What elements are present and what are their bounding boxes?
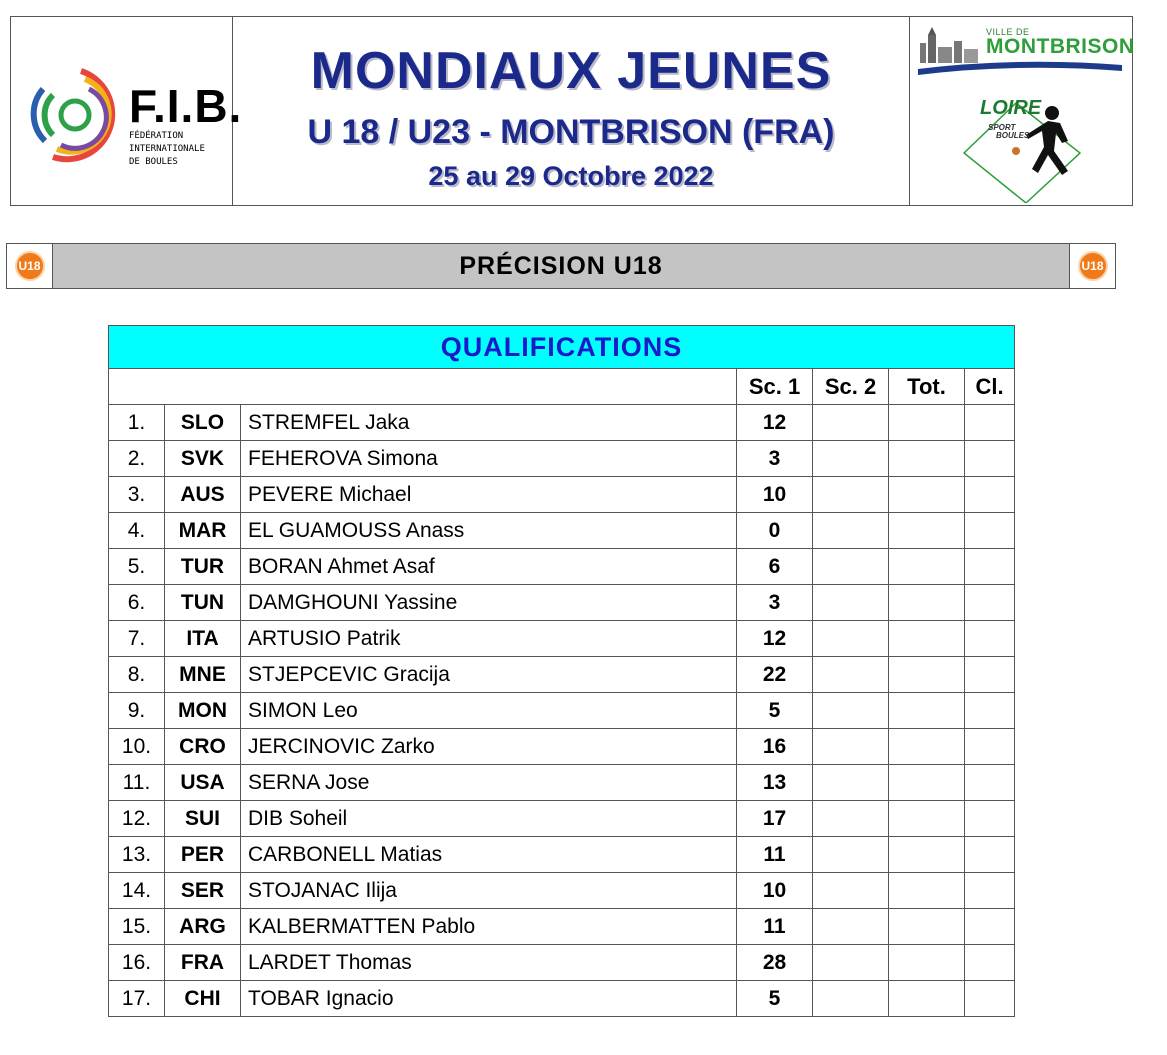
nation-cell: TUN (165, 585, 241, 621)
fib-logo-cell (11, 17, 243, 205)
col-header-cl: Cl. (965, 369, 1015, 405)
total-cell (889, 549, 965, 585)
total-cell (889, 873, 965, 909)
ranking-cell (965, 513, 1015, 549)
nation-cell: MAR (165, 513, 241, 549)
table-row (109, 945, 1015, 981)
player-name-cell: FEHEROVA Simona (241, 441, 737, 477)
total-cell (889, 693, 965, 729)
score1-cell: 22 (737, 657, 813, 693)
player-name-cell: CARBONELL Matias (241, 837, 737, 873)
score2-cell (813, 657, 889, 693)
score2-cell (813, 477, 889, 513)
score1-cell: 12 (737, 405, 813, 441)
fib-emblem-icon (23, 49, 123, 179)
rank-cell: 10. (109, 729, 165, 765)
nation-cell: ARG (165, 909, 241, 945)
nation-cell: MNE (165, 657, 241, 693)
score2-cell (813, 513, 889, 549)
total-cell (889, 981, 965, 1017)
fib-full-name-3: DE BOULES (129, 157, 178, 167)
score1-cell: 10 (737, 477, 813, 513)
city-logo-small-text: VILLE DE (986, 27, 1030, 37)
nation-cell: AUS (165, 477, 241, 513)
fib-full-name-2: INTERNATIONALE (129, 144, 205, 154)
table-row (109, 693, 1015, 729)
ranking-cell (965, 621, 1015, 657)
table-row (109, 513, 1015, 549)
u18-badge-right: U18 (1078, 251, 1108, 281)
nation-cell: CRO (165, 729, 241, 765)
ranking-cell (965, 873, 1015, 909)
rank-cell: 11. (109, 765, 165, 801)
nation-cell: ITA (165, 621, 241, 657)
table-row (109, 621, 1015, 657)
table-row (109, 477, 1015, 513)
ranking-cell (965, 729, 1015, 765)
player-name-cell: STJEPCEVIC Gracija (241, 657, 737, 693)
ranking-cell (965, 981, 1015, 1017)
category-bar (6, 243, 1116, 289)
phase-title-row (109, 326, 1015, 369)
ranking-cell (965, 477, 1015, 513)
rank-cell: 12. (109, 801, 165, 837)
score2-cell (813, 441, 889, 477)
ranking-cell (965, 585, 1015, 621)
loire-logo-sub1: SPORT (988, 123, 1016, 132)
event-title-cell (233, 17, 910, 205)
rank-cell: 7. (109, 621, 165, 657)
results-body (109, 405, 1015, 1017)
player-name-cell: DAMGHOUNI Yassine (241, 585, 737, 621)
partner-logos-cell (910, 17, 1135, 205)
total-cell (889, 837, 965, 873)
score1-cell: 3 (737, 585, 813, 621)
total-cell (889, 477, 965, 513)
score2-cell (813, 981, 889, 1017)
total-cell (889, 765, 965, 801)
rank-cell: 17. (109, 981, 165, 1017)
total-cell (889, 801, 965, 837)
category-title: PRÉCISION U18 (53, 244, 1069, 288)
rank-cell: 13. (109, 837, 165, 873)
rank-cell: 15. (109, 909, 165, 945)
table-row (109, 765, 1015, 801)
total-cell (889, 909, 965, 945)
u18-badge-left: U18 (15, 251, 45, 281)
score1-cell: 3 (737, 441, 813, 477)
player-name-cell: BORAN Ahmet Asaf (241, 549, 737, 585)
col-header-sc1: Sc. 1 (737, 369, 813, 405)
table-row (109, 405, 1015, 441)
score1-cell: 0 (737, 513, 813, 549)
rank-cell: 16. (109, 945, 165, 981)
nation-cell: SVK (165, 441, 241, 477)
column-header-row (109, 369, 1015, 405)
player-name-cell: STREMFEL Jaka (241, 405, 737, 441)
rank-cell: 6. (109, 585, 165, 621)
col-header-sc2: Sc. 2 (813, 369, 889, 405)
event-header (10, 16, 1133, 206)
nation-cell: SER (165, 873, 241, 909)
rank-cell: 8. (109, 657, 165, 693)
ranking-cell (965, 693, 1015, 729)
col-header-tot: Tot. (889, 369, 965, 405)
score1-cell: 11 (737, 837, 813, 873)
total-cell (889, 585, 965, 621)
table-row (109, 657, 1015, 693)
total-cell (889, 441, 965, 477)
score2-cell (813, 693, 889, 729)
score2-cell (813, 585, 889, 621)
nation-cell: SUI (165, 801, 241, 837)
player-name-cell: LARDET Thomas (241, 945, 737, 981)
table-row (109, 873, 1015, 909)
player-name-cell: DIB Soheil (241, 801, 737, 837)
score2-cell (813, 729, 889, 765)
nation-cell: CHI (165, 981, 241, 1017)
player-name-cell: TOBAR Ignacio (241, 981, 737, 1017)
player-name-cell: ARTUSIO Patrik (241, 621, 737, 657)
total-cell (889, 405, 965, 441)
event-dates: 25 au 29 Octobre 2022 (428, 161, 714, 191)
ranking-cell (965, 657, 1015, 693)
total-cell (889, 513, 965, 549)
rank-cell: 4. (109, 513, 165, 549)
score1-cell: 28 (737, 945, 813, 981)
ranking-cell (965, 765, 1015, 801)
fib-logo-text: F.I.B. (129, 80, 243, 132)
score2-cell (813, 549, 889, 585)
badge-cell-right (1069, 244, 1115, 288)
score2-cell (813, 909, 889, 945)
rank-cell: 14. (109, 873, 165, 909)
score2-cell (813, 873, 889, 909)
loire-logo-text: LOIRE (980, 97, 1042, 119)
phase-title: QUALIFICATIONS (109, 326, 1015, 369)
player-name-cell: STOJANAC Ilija (241, 873, 737, 909)
score1-cell: 6 (737, 549, 813, 585)
badge-cell-left (7, 244, 53, 288)
score1-cell: 12 (737, 621, 813, 657)
nation-cell: FRA (165, 945, 241, 981)
score1-cell: 17 (737, 801, 813, 837)
rank-cell: 9. (109, 693, 165, 729)
total-cell (889, 657, 965, 693)
nation-cell: TUR (165, 549, 241, 585)
rank-cell: 1. (109, 405, 165, 441)
event-title: MONDIAUX JEUNES (310, 42, 832, 100)
table-row (109, 549, 1015, 585)
total-cell (889, 621, 965, 657)
results-table (108, 325, 1015, 1017)
player-name-cell: KALBERMATTEN Pablo (241, 909, 737, 945)
score1-cell: 13 (737, 765, 813, 801)
rank-cell: 3. (109, 477, 165, 513)
header-spacer (109, 369, 737, 405)
total-cell (889, 945, 965, 981)
score1-cell: 5 (737, 693, 813, 729)
table-row (109, 729, 1015, 765)
event-subtitle: U 18 / U23 - MONTBRISON (FRA) (307, 113, 835, 151)
fib-full-name-1: FÉDÉRATION (129, 131, 184, 141)
rank-cell: 2. (109, 441, 165, 477)
loire-logo-sub2: BOULES (996, 131, 1030, 140)
ranking-cell (965, 909, 1015, 945)
player-name-cell: SIMON Leo (241, 693, 737, 729)
player-name-cell: EL GUAMOUSS Anass (241, 513, 737, 549)
table-row (109, 801, 1015, 837)
table-row (109, 585, 1015, 621)
rank-cell: 5. (109, 549, 165, 585)
score2-cell (813, 621, 889, 657)
player-name-cell: JERCINOVIC Zarko (241, 729, 737, 765)
table-row (109, 909, 1015, 945)
score2-cell (813, 405, 889, 441)
ranking-cell (965, 549, 1015, 585)
ranking-cell (965, 405, 1015, 441)
nation-cell: PER (165, 837, 241, 873)
score2-cell (813, 765, 889, 801)
player-name-cell: SERNA Jose (241, 765, 737, 801)
total-cell (889, 729, 965, 765)
fib-logo-text-block (129, 80, 243, 168)
ranking-cell (965, 801, 1015, 837)
table-row (109, 837, 1015, 873)
score1-cell: 16 (737, 729, 813, 765)
player-name-cell: PEVERE Michael (241, 477, 737, 513)
table-row (109, 441, 1015, 477)
ranking-cell (965, 837, 1015, 873)
table-row (109, 981, 1015, 1017)
ranking-cell (965, 441, 1015, 477)
nation-cell: SLO (165, 405, 241, 441)
nation-cell: USA (165, 765, 241, 801)
ranking-cell (965, 945, 1015, 981)
score2-cell (813, 837, 889, 873)
city-logo-text: MONTBRISON (986, 35, 1135, 58)
score1-cell: 10 (737, 873, 813, 909)
nation-cell: MON (165, 693, 241, 729)
score1-cell: 5 (737, 981, 813, 1017)
score2-cell (813, 801, 889, 837)
score2-cell (813, 945, 889, 981)
score1-cell: 11 (737, 909, 813, 945)
